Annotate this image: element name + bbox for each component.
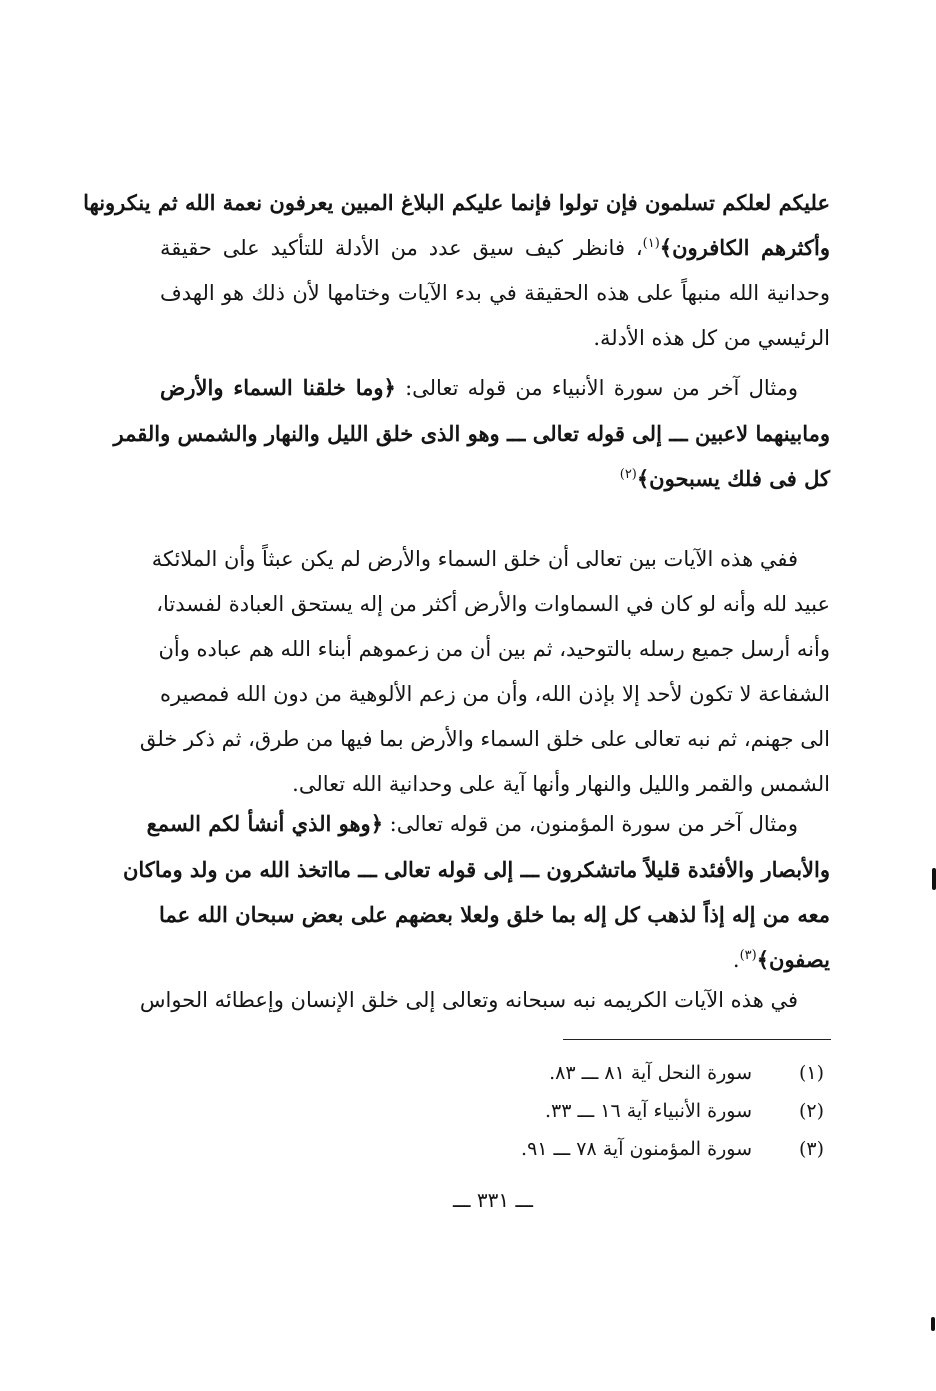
- text-run: ومثال آخر من سورة الأنبياء من قوله تعالى:: [395, 376, 798, 400]
- quran-verse: كل فى فلك يسبحون﴾: [636, 466, 830, 491]
- quran-verse: ﴿وما خلقنا السماء والأرض: [160, 375, 396, 400]
- text-line: وأنه أرسل جميع رسله بالتوحيد، ثم بين أن من زعموهم أبناء الله هم عباده وأن: [158, 637, 830, 661]
- paragraph-5: [139, 978, 830, 1023]
- text-line: الى جهنم، ثم نبه تعالى على خلق السماء والأرض بما فيها من طرق، ثم ذكر خلق: [139, 727, 830, 751]
- quran-verse: يصفون﴾: [756, 947, 830, 972]
- footnotes: [480, 1054, 830, 1168]
- footnote-number: (١): [798, 1062, 824, 1084]
- text-line: ومابينهما لاعبين ـــ إلى قوله تعالى ـــ وهو الذى خلق الليل والنهار والشمس والقمر: [113, 421, 830, 446]
- footnote-ref: (٣): [739, 948, 757, 963]
- text-line: الرئيسي من كل هذه الأدلة.: [593, 326, 830, 350]
- quran-verse: ﴿وهو الذي أنشأ لكم السمع: [146, 811, 383, 836]
- footnote-item: [480, 1054, 830, 1092]
- scan-edge-mark: [931, 1317, 935, 1331]
- footnote-text: سورة النحل آية ٨١ ـــ ٨٣.: [549, 1062, 752, 1084]
- footnote-number: (٣): [798, 1138, 824, 1160]
- text-line: الشمس والقمر والليل والنهار وأنها آية على وحدانية الله تعالى.: [292, 772, 830, 796]
- text-line: [160, 937, 830, 983]
- page-number: ـــ ٣٣١ ـــ: [452, 1188, 534, 1212]
- text-line: ففي هذه الآيات بين تعالى أن خلق السماء والأرض لم يكن عبثاً وأن الملائكة: [151, 547, 798, 571]
- paragraph-4: [123, 801, 830, 983]
- text-line: في هذه الآيات الكريمه نبه سبحانه وتعالى إلى خلق الإنسان وإعطائه الحواس: [139, 988, 798, 1012]
- paragraph-3: [139, 537, 830, 807]
- scan-edge-mark: [932, 868, 936, 890]
- text-run: ، فانظر كيف سيق عدد من الأدلة للتأكيد على حقيقة: [160, 236, 643, 260]
- text-line: معه من إله إذاً لذهب كل إله بما خلق ولعلا بعضهم على بعض سبحان الله عما: [159, 902, 830, 927]
- text-line: عبيد لله وأنه لو كان في السماوات والأرض أكثر من إله يستحق العبادة لفسدتا،: [156, 592, 830, 616]
- text-line: [160, 225, 830, 271]
- text-line: [146, 801, 830, 847]
- text-line: والأبصار والأفئدة قليلاً ماتشكرون ـــ إلى قوله تعالى ـــ مااتخذ الله من ولد وماكان: [123, 857, 830, 882]
- text-line: [160, 456, 830, 502]
- text-run: .: [732, 948, 740, 972]
- paragraph-1: [83, 180, 830, 361]
- footnote-text: سورة المؤمنون آية ٧٨ ـــ ٩١.: [521, 1138, 752, 1160]
- paragraph-2: [113, 365, 830, 502]
- footnote-ref: (١): [642, 236, 660, 251]
- footnote-item: [480, 1130, 830, 1168]
- text-line: وحدانية الله منبهاً على هذه الحقيقة في بدء الآيات وختامها لأن ذلك هو الهدف: [160, 281, 830, 305]
- footnote-ref: (٢): [619, 467, 637, 482]
- footnote-text: سورة الأنبياء آية ١٦ ـــ ٣٣.: [544, 1100, 752, 1122]
- text-line: عليكم لعلكم تسلمون فإن تولوا فإنما عليكم البلاغ المبين يعرفون نعمة الله ثم ينكرونها: [83, 190, 830, 215]
- footnote-number: (٢): [798, 1100, 824, 1122]
- text-line: [160, 365, 830, 411]
- text-line: الشفاعة لا تكون لأحد إلا بإذن الله، وأن من زعم الألوهية من دون الله فمصيره: [160, 682, 830, 706]
- text-run: ومثال آخر من سورة المؤمنون، من قوله تعالى:: [383, 812, 798, 836]
- footnote-item: [480, 1092, 830, 1130]
- footnote-divider: [563, 1039, 831, 1040]
- quran-verse: وأكثرهم الكافرون﴾: [659, 235, 830, 260]
